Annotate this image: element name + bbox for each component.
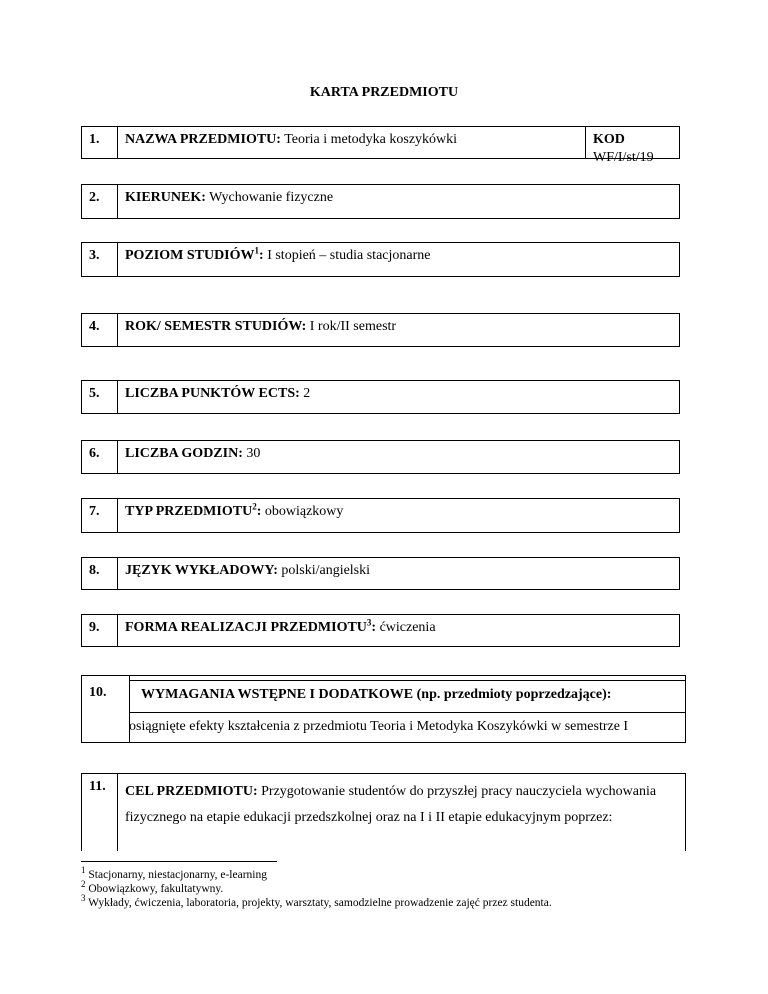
row-value: 30 bbox=[242, 446, 261, 461]
row-subject-type bbox=[81, 498, 680, 533]
row-content bbox=[125, 190, 675, 206]
row-value: ćwiczenia bbox=[376, 620, 436, 635]
row-value: Przygotowanie studentów do przyszłej pracy nauczyciela wychowania fizycznego na etapie edukacji przedszkolnej oraz na I i II etapie edukacyjnym poprzez: bbox=[125, 784, 657, 825]
footnote-separator bbox=[81, 861, 277, 862]
footnote-ref: 3 bbox=[366, 617, 372, 628]
row-content bbox=[125, 563, 675, 579]
row-number: 1. bbox=[82, 127, 118, 158]
row-objective bbox=[81, 773, 686, 851]
row-number: 6. bbox=[82, 441, 118, 473]
footnote: $^3$ Wykłady, ćwiczenia, laboratoria, projekty, warsztaty, samodzielne prowadzenie zajęć przez studenta. bbox=[81, 893, 552, 909]
row-value: Wychowanie fizyczne bbox=[205, 190, 334, 205]
row-number: 3. bbox=[82, 243, 118, 276]
row-field-of-study bbox=[81, 184, 680, 219]
footnote: $^2$ Obowiązkowy, fakultatywny. bbox=[81, 879, 224, 895]
row-value: obowiązkowy bbox=[261, 504, 344, 519]
row-number: 10. bbox=[82, 676, 130, 742]
row-year-semester bbox=[81, 313, 680, 347]
code-label: KOD bbox=[593, 132, 625, 147]
footnote-ref: 2 bbox=[252, 501, 257, 512]
row-label: ROK/ SEMESTR STUDIÓW: bbox=[125, 319, 307, 334]
code-cell bbox=[585, 127, 679, 165]
row-language bbox=[81, 557, 680, 590]
row-number: 9. bbox=[82, 615, 118, 646]
row-number: 2. bbox=[82, 185, 118, 218]
row-content bbox=[125, 319, 675, 335]
row-content bbox=[125, 617, 675, 636]
footnotes bbox=[81, 865, 552, 910]
footnote: $^1$ Stacjonarny, niestacjonarny, e-learning bbox=[81, 865, 267, 881]
row-study-level bbox=[81, 242, 680, 277]
row-value: 2 bbox=[299, 386, 311, 401]
row-value: I stopień – studia stacjonarne bbox=[263, 248, 431, 263]
prerequisites-text: osiągnięte efekty kształcenia z przedmiotu Teoria i Metodyka Koszykówki w semestrze I bbox=[129, 719, 629, 734]
code-value: WF/I/st/19 bbox=[593, 150, 654, 165]
row-label: KIERUNEK: bbox=[125, 190, 206, 205]
row-ects-points bbox=[81, 380, 680, 414]
row-form-of-delivery bbox=[81, 614, 680, 647]
row-number: 4. bbox=[82, 314, 118, 346]
row-number: 7. bbox=[82, 499, 118, 532]
row-label: NAZWA PRZEDMIOTU: bbox=[125, 132, 281, 147]
row-label: LICZBA GODZIN: bbox=[125, 446, 243, 461]
row-subject-name bbox=[81, 126, 680, 165]
row-content bbox=[125, 386, 675, 402]
footnote-ref: 1 bbox=[254, 245, 260, 256]
row-label: LICZBA PUNKTÓW ECTS: bbox=[125, 386, 300, 401]
row-number: 11. bbox=[82, 774, 118, 851]
row-number: 5. bbox=[82, 381, 118, 413]
row-label: JĘZYK WYKŁADOWY: bbox=[125, 563, 278, 578]
row-value: I rok/II semestr bbox=[306, 319, 397, 334]
row-hours bbox=[81, 440, 680, 474]
row-number: 8. bbox=[82, 558, 118, 589]
row-content bbox=[125, 446, 675, 462]
row-label: TYP PRZEDMIOTU$^2$: bbox=[125, 501, 262, 519]
row-content bbox=[125, 245, 675, 264]
row-value: Teoria i metodyka koszykówki bbox=[280, 132, 458, 147]
page-title: KARTA PRZEDMIOTU bbox=[309, 85, 459, 100]
row-label: POZIOM STUDIÓW$^1$: bbox=[125, 245, 264, 263]
prerequisites-heading: WYMAGANIA WSTĘPNE I DODATKOWE (np. przedmioty poprzedzające): bbox=[129, 680, 686, 713]
row-label: CEL PRZEDMIOTU: bbox=[125, 784, 258, 799]
row-content bbox=[125, 501, 675, 520]
row-content bbox=[125, 779, 673, 831]
row-value: polski/angielski bbox=[277, 563, 371, 578]
row-label: FORMA REALIZACJI PRZEDMIOTU$^3$: bbox=[125, 617, 377, 635]
